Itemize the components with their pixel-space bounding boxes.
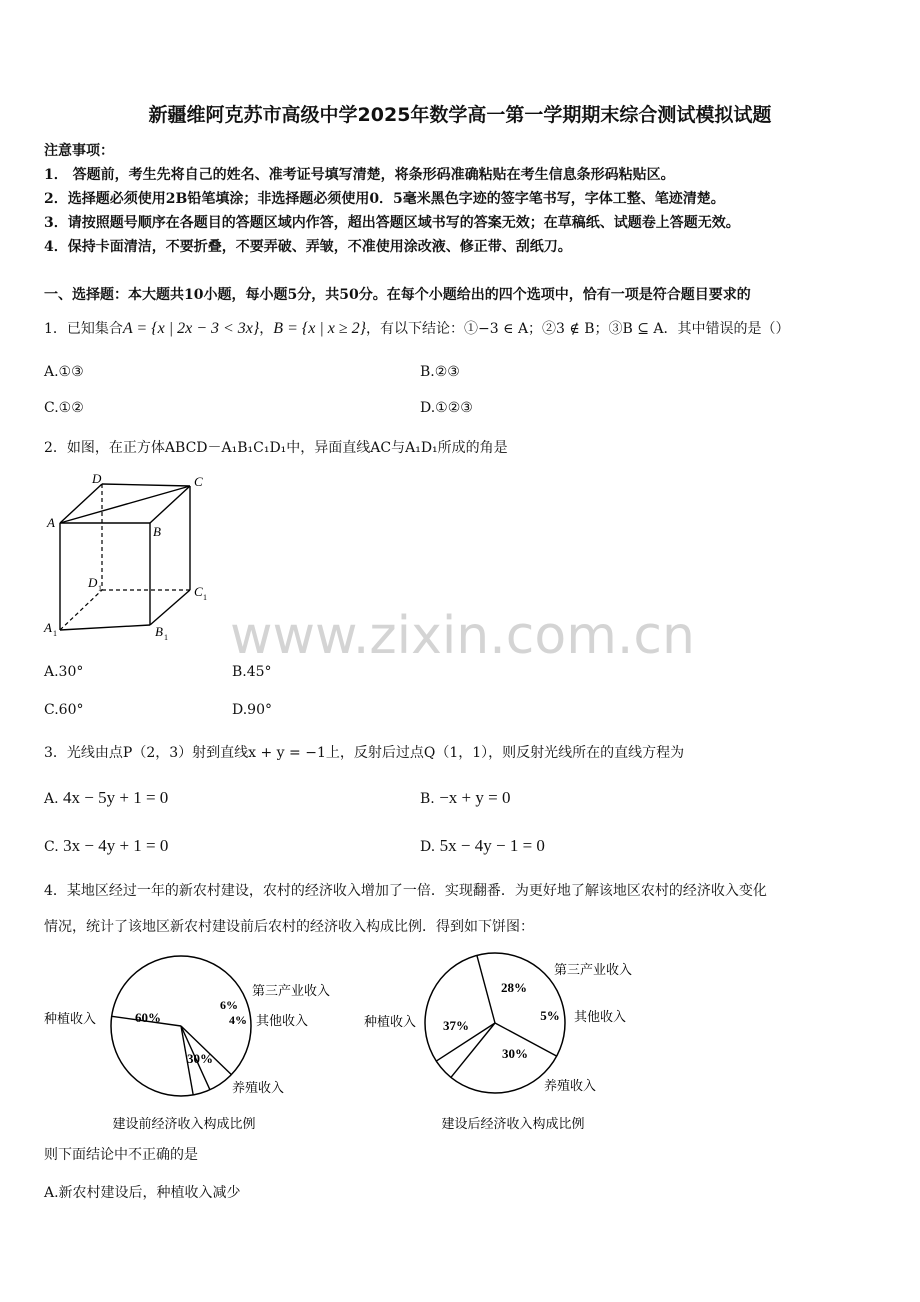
pie-category-label: 第三产业收入 <box>554 962 633 977</box>
pie-data-label: 6% <box>220 998 238 1012</box>
label-a1: A <box>44 620 52 635</box>
label-a1-sub: 1 <box>53 629 57 638</box>
pie-category-label: 种植收入 <box>364 1014 417 1029</box>
cube-figure <box>40 470 220 645</box>
section-heading: 一、选择题：本大题共10小题，每小题5分，共50分。在每个小题给出的四个选项中，恰有一项是符合题目要求的 <box>44 287 751 303</box>
pie-data-label: 30% <box>502 1046 528 1061</box>
question-4-line-1: 4．某地区经过一年的新农村建设，农村的经济收入增加了一倍．实现翻番．为更好地了解该地区农村的经济收入变化 <box>44 883 767 899</box>
pie-category-label: 种植收入 <box>44 1011 97 1026</box>
question-4-followup: 则下面结论中不正确的是 <box>44 1147 198 1163</box>
label-d1-sub: 1 <box>98 584 102 593</box>
label-c: C <box>194 474 203 489</box>
q3-option-b-letter: B. <box>420 791 435 807</box>
q3-option-a-equation: 4x − 5y + 1 = 0 <box>63 788 169 807</box>
q3-option-c-letter: C. <box>44 839 59 855</box>
question-4-line-2: 情况，统计了该地区新农村建设前后农村的经济收入构成比例．得到如下饼图： <box>44 919 534 935</box>
pie-category-label: 其他收入 <box>256 1013 309 1028</box>
pie-data-label: 4% <box>229 1013 247 1027</box>
label-c1-sub: 1 <box>203 593 207 602</box>
label-c1: C <box>194 584 203 599</box>
q1-option-b[interactable]: B.②③ <box>420 364 460 380</box>
q2-option-a[interactable]: A.30° <box>44 664 84 680</box>
pie-category-label: 其他收入 <box>574 1009 627 1024</box>
q1-sep: ， <box>259 321 274 337</box>
notes-heading: 注意事项： <box>44 143 114 159</box>
q2-option-c[interactable]: C.60° <box>44 702 84 718</box>
q3-option-b[interactable] <box>420 788 510 808</box>
q4-option-a[interactable]: A.新农村建设后，种植收入减少 <box>44 1185 241 1201</box>
watermark: www.zixin.com.cn <box>230 606 695 666</box>
q3-option-d-letter: D. <box>420 839 436 855</box>
question-3: 3．光线由点P（2，3）射到直线x + y = −1上，反射后过点Q（1，1），则反射光线所在的直线方程为 <box>44 745 685 761</box>
pie-chart-before <box>40 950 360 1140</box>
q2-option-b[interactable]: B.45° <box>232 664 272 680</box>
pie-data-label: 5% <box>540 1008 560 1023</box>
q2-option-d[interactable]: D.90° <box>232 702 272 718</box>
pie-data-label: 30% <box>187 1051 213 1066</box>
q3-option-b-equation: −x + y = 0 <box>439 788 511 807</box>
pie-chart-after <box>360 942 660 1140</box>
q1-prefix: 1．已知集合 <box>44 321 123 337</box>
q3-option-a-letter: A. <box>44 791 59 807</box>
pie-data-label: 37% <box>443 1018 469 1033</box>
pie-category-label: 第三产业收入 <box>252 983 331 998</box>
note-4: 4．保持卡面清洁，不要折叠，不要弄破、弄皱，不准使用涂改液、修正带、刮纸刀。 <box>44 239 572 255</box>
q1-text: ，有以下结论：①−3 ∈ A；②3 ∉ B；③B ⊆ A．其中错误的是（） <box>366 321 790 337</box>
q3-option-c[interactable] <box>44 836 168 856</box>
label-b: B <box>153 524 161 539</box>
question-1 <box>44 318 790 338</box>
q3-option-d-equation: 5x − 4y − 1 = 0 <box>439 836 545 855</box>
q1-option-d[interactable]: D.①②③ <box>420 400 473 416</box>
q3-option-a[interactable] <box>44 788 168 808</box>
label-d1: D <box>88 575 98 590</box>
label-b1: B <box>155 624 163 639</box>
page-title: 新疆维阿克苏市高级中学2025年数学高一第一学期期末综合测试模拟试题 <box>148 104 772 126</box>
note-1: 1． 答题前，考生先将自己的姓名、准考证号填写清楚，将条形码准确粘贴在考生信息条形码粘贴区。 <box>44 167 675 183</box>
pie-category-label: 养殖收入 <box>232 1080 285 1095</box>
q1-set-a: A = {x | 2x − 3 < 3x} <box>122 320 260 337</box>
label-a: A <box>47 515 55 530</box>
note-2: 2．选择题必须使用2B铅笔填涂；非选择题必须使用0．5毫米黑色字迹的签字笔书写，字体工整、笔迹清楚。 <box>44 191 725 207</box>
note-3: 3．请按照题号顺序在各题目的答题区域内作答，超出答题区域书写的答案无效；在草稿纸、试题卷上答题无效。 <box>44 215 740 231</box>
pie-category-label: 养殖收入 <box>544 1078 597 1093</box>
label-d: D <box>92 471 102 486</box>
q1-option-a[interactable]: A.①③ <box>44 364 84 380</box>
question-2: 2．如图，在正方体ABCD－A₁B₁C₁D₁中，异面直线AC与A₁D₁所成的角是 <box>44 440 508 456</box>
q3-option-c-equation: 3x − 4y + 1 = 0 <box>63 836 169 855</box>
label-b1-sub: 1 <box>164 633 168 642</box>
pie-data-label: 60% <box>135 1010 161 1025</box>
pie-chart-title: 建设前经济收入构成比例 <box>112 1116 256 1131</box>
pie-data-label: 28% <box>501 980 527 995</box>
pie-chart-title: 建设后经济收入构成比例 <box>441 1116 585 1131</box>
q1-option-c[interactable]: C.①② <box>44 400 84 416</box>
q3-option-d[interactable] <box>420 836 545 856</box>
q1-set-b: B = {x | x ≥ 2} <box>273 320 367 337</box>
